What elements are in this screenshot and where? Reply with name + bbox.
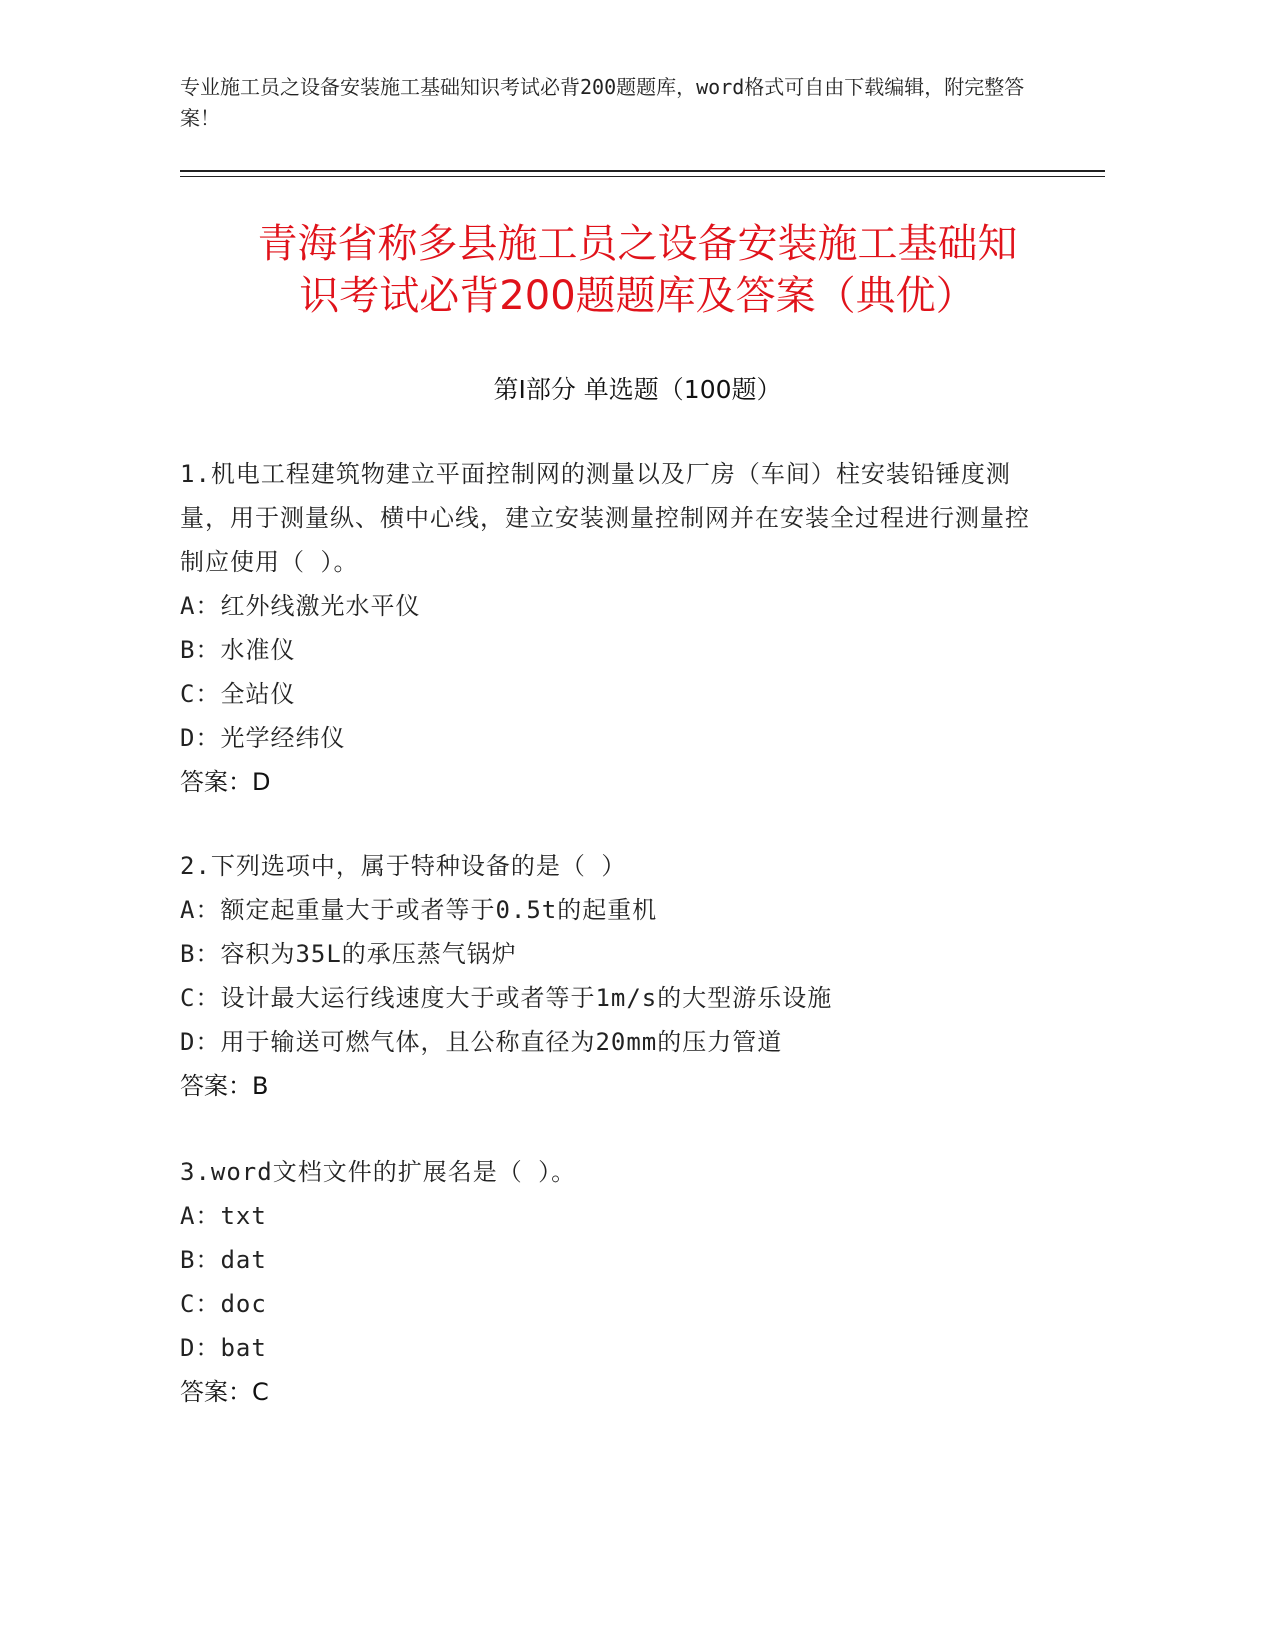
answer: 答案：B bbox=[180, 1072, 269, 1100]
header-divider-thick bbox=[180, 170, 1105, 172]
section-title: 第Ⅰ部分 单选题（100题） bbox=[493, 375, 782, 404]
document-title bbox=[150, 218, 1125, 322]
option-c: C：设计最大运行线速度大于或者等于1m/s的大型游乐设施 bbox=[180, 984, 833, 1012]
option-a: A：红外线激光水平仪 bbox=[180, 592, 421, 620]
option-a: A：txt bbox=[180, 1202, 267, 1230]
document-title-line-2: 识考试必背200题题库及答案（典优） bbox=[299, 273, 976, 319]
option-c: C：doc bbox=[180, 1290, 267, 1318]
question-text: 3.word文档文件的扩展名是（ ）。 bbox=[180, 1158, 577, 1186]
option-d: D：用于输送可燃气体，且公称直径为20mm的压力管道 bbox=[180, 1028, 783, 1056]
header-divider-thin bbox=[180, 176, 1105, 177]
answer: 答案：D bbox=[180, 768, 271, 796]
answer: 答案：C bbox=[180, 1378, 269, 1406]
document-title-line-1: 青海省称多县施工员之设备安装施工基础知 bbox=[257, 221, 1018, 267]
header-note: 专业施工员之设备安装施工基础知识考试必背200题题库，word格式可自由下载编辑，附完整答案！ bbox=[180, 75, 1025, 130]
option-d: D：光学经纬仪 bbox=[180, 724, 346, 752]
question-text: 1.机电工程建筑物建立平面控制网的测量以及厂房（车间）柱安装铅锤度测量，用于测量纵、横中心线，建立安装测量控制网并在安装全过程进行测量控制应使用（ ）。 bbox=[180, 460, 1030, 576]
option-b: B：dat bbox=[180, 1246, 267, 1274]
question-3 bbox=[180, 1150, 1030, 1414]
option-b: B：容积为35L的承压蒸气锅炉 bbox=[180, 940, 517, 968]
question-2 bbox=[180, 844, 1030, 1108]
option-b: B：水准仪 bbox=[180, 636, 296, 664]
option-c: C：全站仪 bbox=[180, 680, 296, 708]
question-text: 2.下列选项中，属于特种设备的是（ ） bbox=[180, 852, 627, 880]
option-a: A：额定起重量大于或者等于0.5t的起重机 bbox=[180, 896, 658, 924]
question-1 bbox=[180, 452, 1030, 804]
option-d: D：bat bbox=[180, 1334, 267, 1362]
